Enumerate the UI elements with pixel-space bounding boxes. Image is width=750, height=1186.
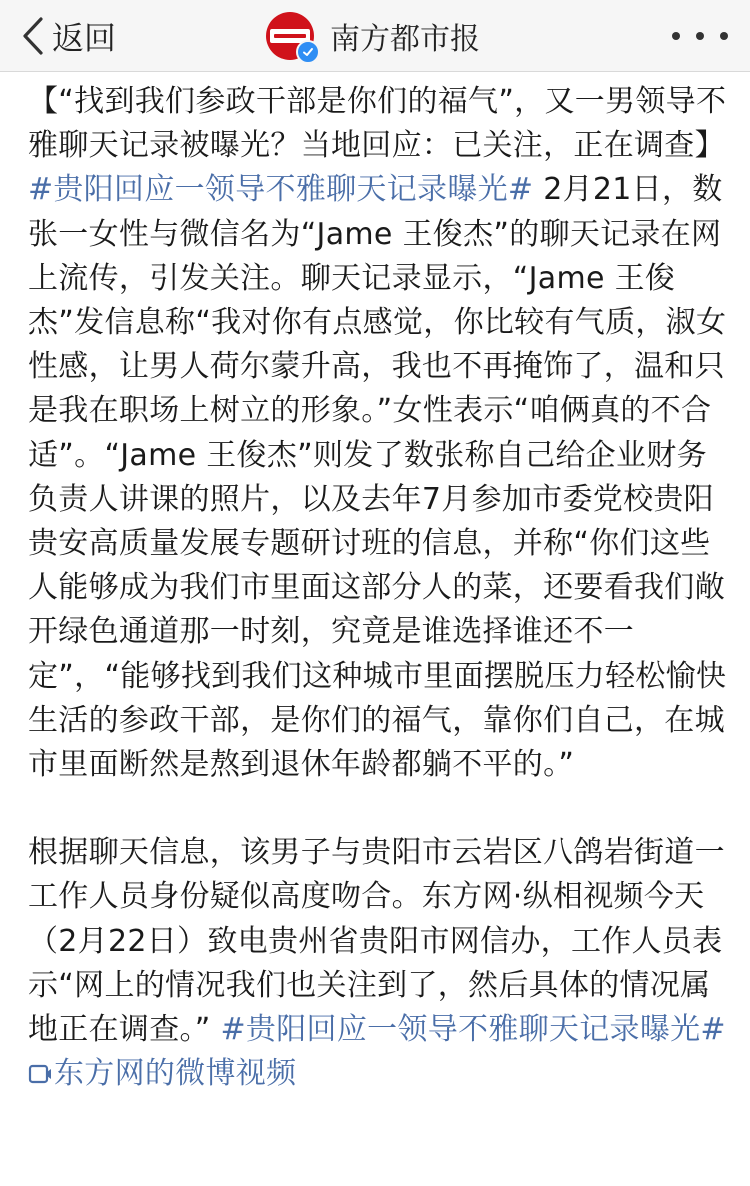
post-body-text: 根据聊天信息，该男子与贵阳市云岩区八鸽岩街道一工作人员身份疑似高度吻合。东方网·纵相视频今天（2月22日）致电贵州省贵阳市网信办，工作人员表示“网上的情况我们也关注到了，然后具体的情况属地正在调查。” [28, 835, 725, 1048]
verified-badge-icon [296, 40, 320, 64]
post-content [28, 80, 728, 1096]
more-options-button[interactable] [672, 18, 728, 54]
more-dot-icon [720, 32, 728, 40]
video-link-label[interactable]: 东方网的微博视频 [54, 1056, 297, 1092]
weibo-video-link[interactable] [28, 1056, 296, 1091]
video-icon [28, 1062, 52, 1086]
post-paragraph-1 [28, 80, 728, 787]
more-dot-icon [672, 32, 680, 40]
back-label: 返回 [52, 19, 117, 57]
hashtag-link[interactable]: #贵阳回应一领导不雅聊天记录曝光# [28, 172, 534, 208]
back-button[interactable] [18, 8, 116, 64]
more-dot-icon [696, 32, 704, 40]
post-paragraph-2 [28, 831, 728, 1096]
hashtag-link[interactable]: #贵阳回应一领导不雅聊天记录曝光# [220, 1012, 726, 1048]
account-header[interactable] [266, 4, 480, 68]
top-navigation-bar [0, 0, 750, 72]
account-name[interactable]: 南方都市报 [330, 22, 480, 57]
post-body-text: 2月21日，数张一女性与微信名为“Jame 王俊杰”的聊天记录在网上流传，引发关注。聊天记录显示，“Jame 王俊杰”发信息称“我对你有点感觉，你比较有气质，淑女性感，让男人荷尔蒙升高，我也不再掩饰了，温和只是我在职场上树立的形象。”女性表示“咱俩真的不合适”。“Jame 王俊杰”则发了数张称自己给企业财务负责人讲课的照片，以及去年7月参加市委党校贵阳贵安高质量发展专题研讨班的信息，并称“你们这些人能够成为我们市里面这部分人的菜，还要看我们敞开绿色通道那一时刻，究竟是谁选择谁还不一定”，“能够找到我们这种城市里面摆脱压力轻松愉快生活的参政干部，是你们的福气，靠你们自己，在城市里面断然是熬到退休年龄都躺不平的。” [28, 172, 727, 783]
avatar[interactable] [266, 12, 314, 60]
chevron-left-icon [18, 16, 48, 56]
post-headline: 【“找到我们参政干部是你们的福气”，又一男领导不雅聊天记录被曝光？当地回应：已关注，正在调查】 [28, 84, 727, 164]
